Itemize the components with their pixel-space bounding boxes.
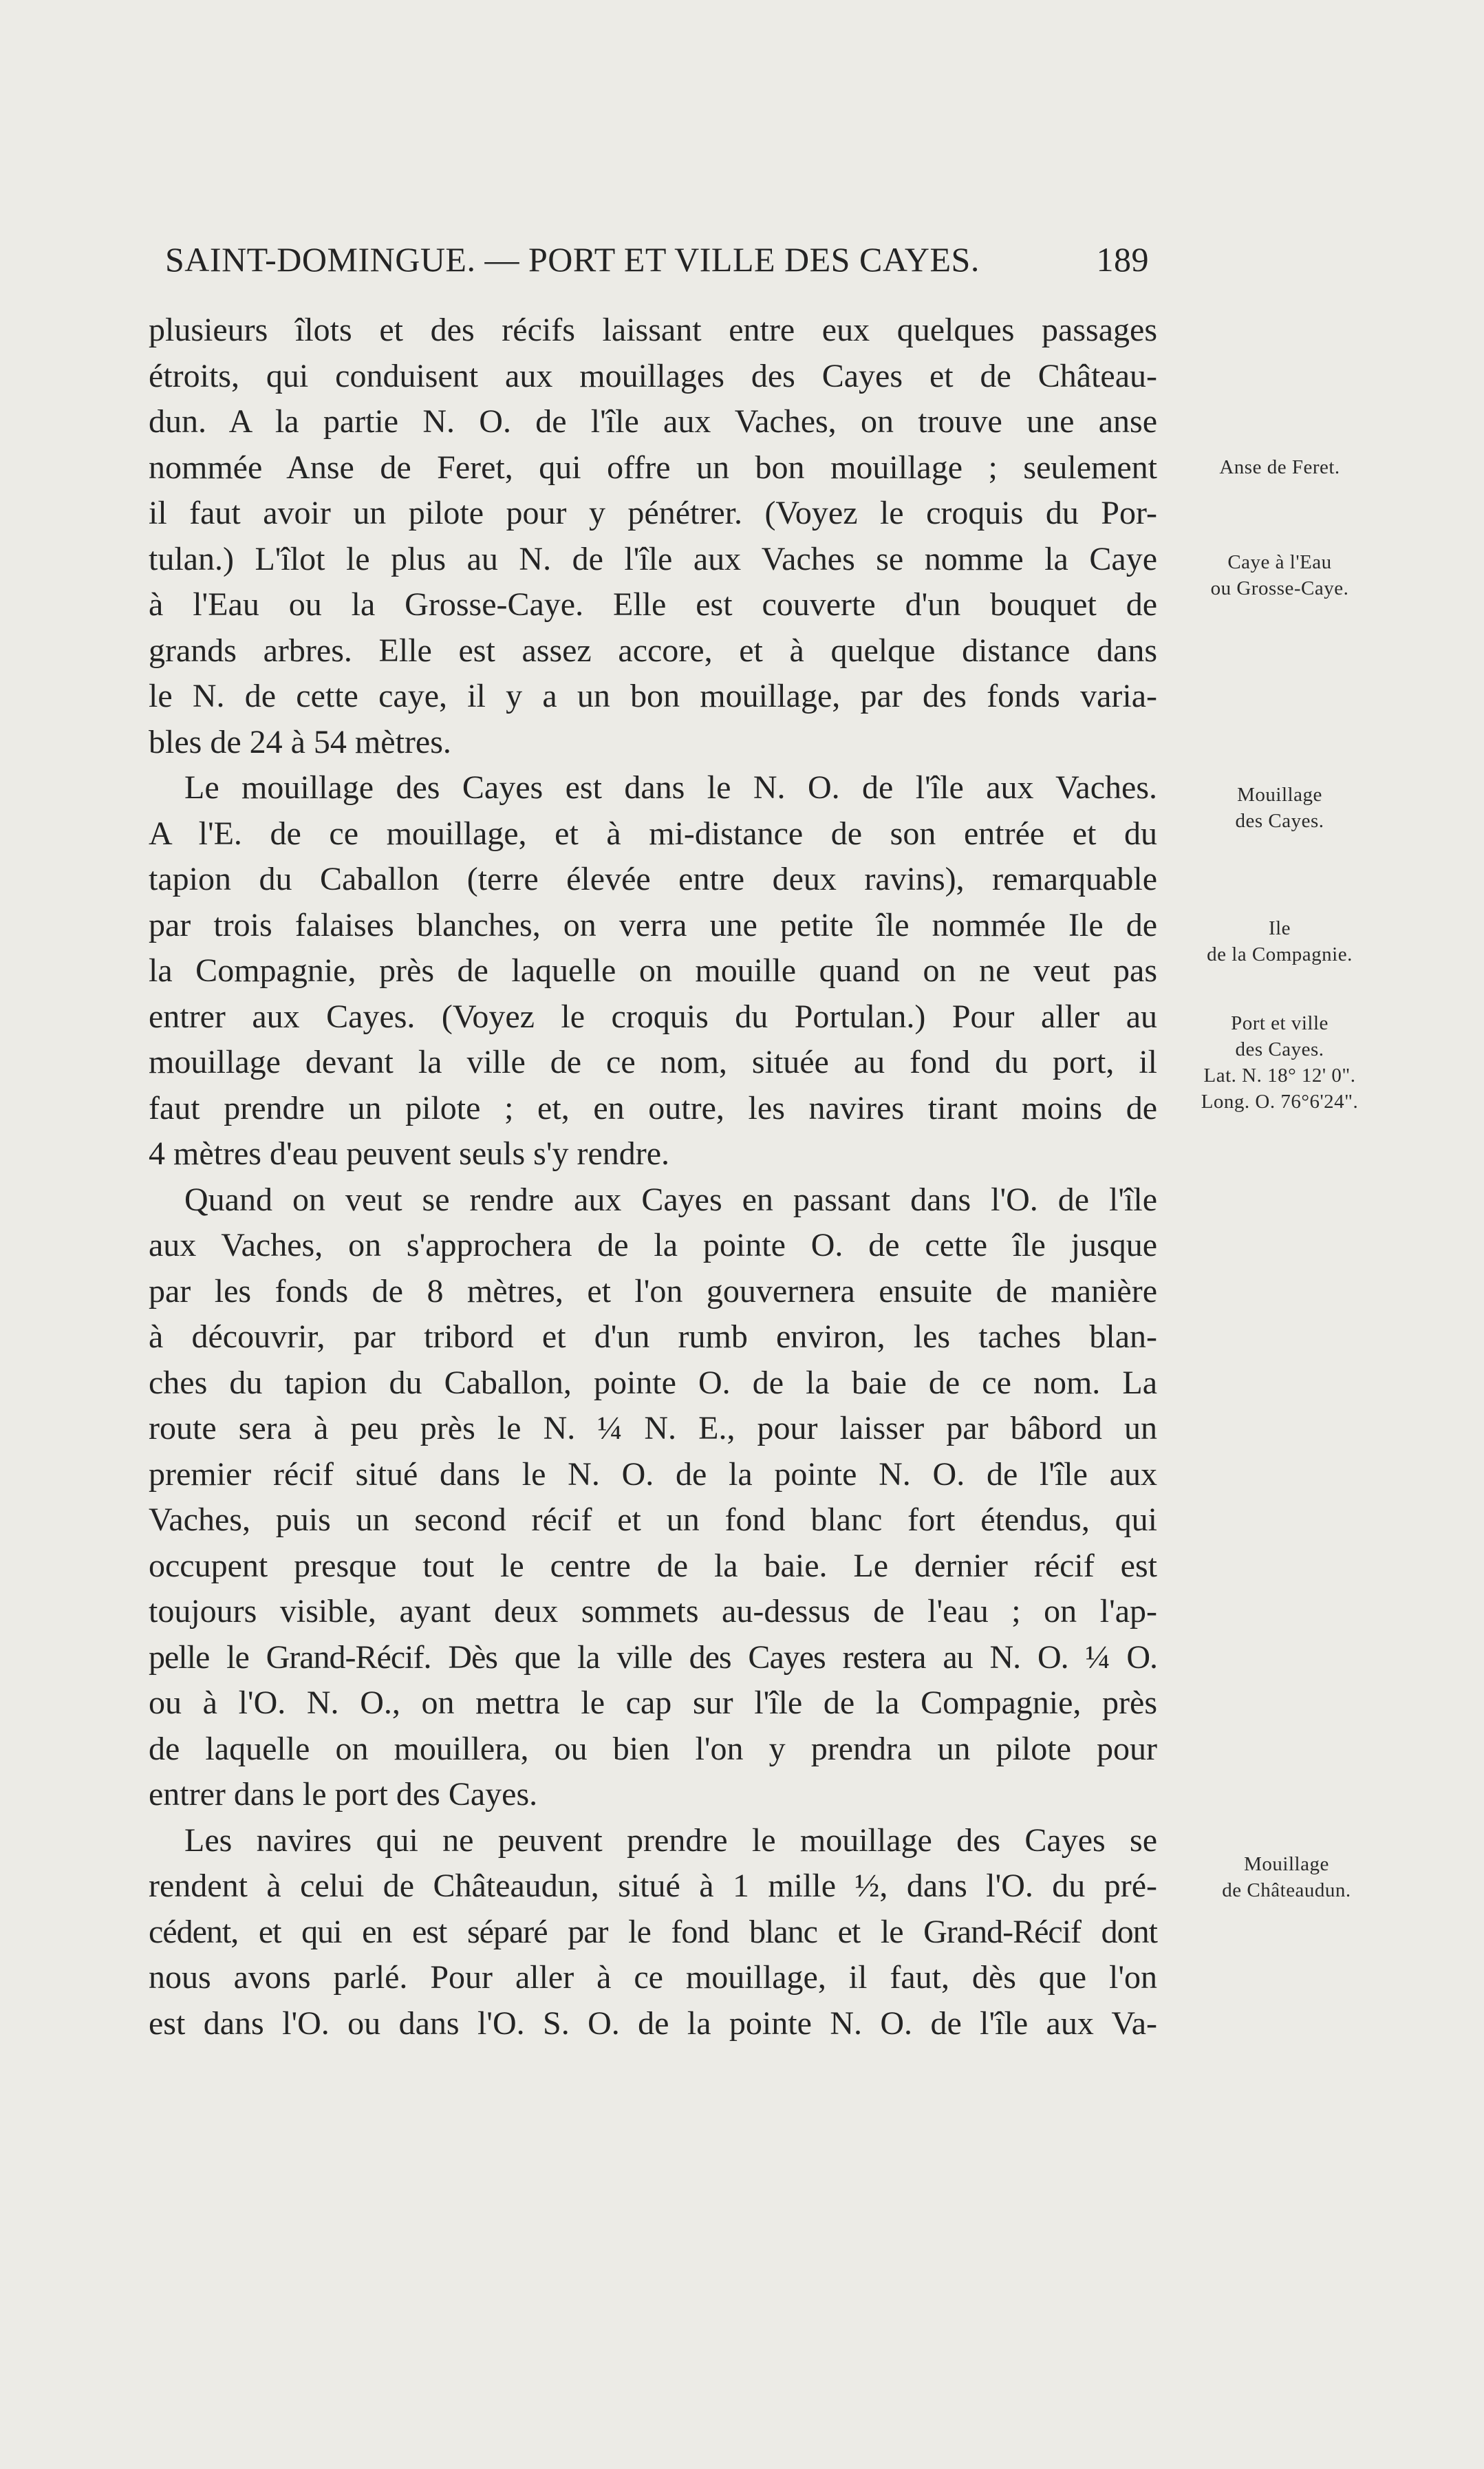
text-line: la Compagnie, près de laquelle on mouille quand on ne veut pas <box>149 952 1157 989</box>
text-line: entrer aux Cayes. (Voyez le croquis du Portulan.) Pour aller au <box>149 998 1157 1035</box>
margin-note-mouillage-des-cayes <box>1183 782 1376 834</box>
text-line: nous avons parlé. Pour aller à ce mouillage, il faut, dès que l'on <box>149 1959 1157 1996</box>
text-line: tulan.) L'îlot le plus au N. de l'île aux Vaches se nomme la Caye <box>149 540 1157 577</box>
margin-note-line: des Cayes. <box>1235 1038 1324 1060</box>
margin-note-line: Port et ville <box>1231 1012 1329 1034</box>
margin-note-line: Anse de Feret. <box>1219 456 1340 478</box>
text-line: plusieurs îlots et des récifs laissant entre eux quelques passages <box>149 312 1157 348</box>
text-line: mouillage devant la ville de ce nom, située au fond du port, il <box>149 1044 1157 1080</box>
text-line: Les navires qui ne peuvent prendre le mouillage des Cayes se <box>184 1821 1157 1859</box>
text-line: par les fonds de 8 mètres, et l'on gouvernera ensuite de manière <box>149 1272 1157 1310</box>
text-line: étroits, qui conduisent aux mouillages des Cayes et de Château- <box>149 357 1157 394</box>
text-line: par trois falaises blanches, on verra une petite île nommée Ile de <box>149 906 1157 943</box>
text-line: occupent presque tout le centre de la baie. Le dernier récif est <box>149 1547 1157 1584</box>
text-line: entrer dans le port des Cayes. <box>149 1776 538 1813</box>
margin-note-ile-de-la-compagnie <box>1170 915 1390 968</box>
text-line: tapion du Caballon (terre élevée entre deux ravins), remarquable <box>149 861 1157 897</box>
text-line: premier récif situé dans le N. O. de la pointe N. O. de l'île aux <box>149 1455 1157 1493</box>
running-header <box>165 239 1149 279</box>
text-line: grands arbres. Elle est assez accore, et à quelque distance dans <box>149 632 1157 669</box>
text-line: bles de 24 à 54 mètres. <box>149 723 451 760</box>
text-line: ches du tapion du Caballon, pointe O. de la baie de ce nom. La <box>149 1364 1157 1401</box>
text-line: à l'Eau ou la Grosse-Caye. Elle est couverte d'un bouquet de <box>149 586 1157 623</box>
margin-note-port-et-ville <box>1163 1010 1397 1115</box>
margin-note-line: Ile <box>1268 917 1291 939</box>
text-line: le N. de cette caye, il y a un bon mouillage, par des fonds varia- <box>149 678 1157 714</box>
text-line: cédent, et qui en est séparé par le fond blanc et le Grand-Récif dont <box>149 1913 1157 1950</box>
text-line: de laquelle on mouillera, ou bien l'on y prendra un pilote pour <box>149 1730 1157 1767</box>
text-line: ou à l'O. N. O., on mettra le cap sur l'île de la Compagnie, près <box>149 1685 1157 1721</box>
text-line: pelle le Grand-Récif. Dès que la ville des Cayes restera au N. O. ¼ O. <box>149 1638 1157 1676</box>
margin-note-mouillage-de-chateaudun <box>1183 1851 1390 1903</box>
text-line: faut prendre un pilote ; et, en outre, les navires tirant moins de <box>149 1089 1157 1126</box>
text-line: dun. A la partie N. O. de l'île aux Vaches, on trouve une anse <box>149 403 1157 440</box>
text-line: toujours visible, ayant deux sommets au-dessus de l'eau ; on l'ap- <box>149 1593 1157 1629</box>
page-number: 189 <box>1096 240 1149 279</box>
margin-note-line: de la Compagnie. <box>1207 943 1353 965</box>
text-line: Vaches, puis un second récif et un fond blanc fort étendus, qui <box>149 1501 1157 1538</box>
margin-note-line: Caye à l'Eau <box>1227 551 1332 573</box>
text-line: aux Vaches, on s'approchera de la pointe O. de cette île jusque <box>149 1227 1157 1263</box>
text-line: A l'E. de ce mouillage, et à mi-distance de son entrée et du <box>149 815 1157 852</box>
margin-note-line: de Châteaudun. <box>1222 1879 1351 1901</box>
text-line: Quand on veut se rendre aux Cayes en passant dans l'O. de l'île <box>184 1181 1157 1218</box>
text-line: à découvrir, par tribord et d'un rumb environ, les taches blan- <box>149 1318 1157 1355</box>
margin-note-line: ou Grosse-Caye. <box>1210 577 1349 599</box>
text-line: est dans l'O. ou dans l'O. S. O. de la pointe N. O. de l'île aux Va- <box>149 2005 1157 2042</box>
margin-note-caye-a-l-eau <box>1183 549 1376 601</box>
margin-note-line: Long. O. 76°6'24". <box>1201 1091 1359 1113</box>
margin-note-line: Mouillage <box>1244 1853 1329 1875</box>
header-title: SAINT-DOMINGUE. — PORT ET VILLE DES CAYES. <box>165 240 980 279</box>
margin-note-line: Mouillage <box>1237 784 1322 806</box>
text-line: nommée Anse de Feret, qui offre un bon mouillage ; seulement <box>149 449 1157 486</box>
margin-note-anse-de-feret <box>1183 454 1376 480</box>
text-line: rendent à celui de Châteaudun, situé à 1 mille ½, dans l'O. du pré- <box>149 1868 1157 1904</box>
text-line: 4 mètres d'eau peuvent seuls s'y rendre. <box>149 1135 670 1172</box>
body-text <box>149 308 1157 2046</box>
text-line: il faut avoir un pilote pour y pénétrer. (Voyez le croquis du Por- <box>149 495 1157 531</box>
margin-note-line: Lat. N. 18° 12' 0". <box>1203 1065 1356 1087</box>
text-line: Le mouillage des Cayes est dans le N. O. de l'île aux Vaches. <box>184 769 1157 806</box>
text-line: route sera à peu près le N. ¼ N. E., pour laisser par bâbord un <box>149 1410 1157 1446</box>
margin-note-line: des Cayes. <box>1235 810 1324 832</box>
